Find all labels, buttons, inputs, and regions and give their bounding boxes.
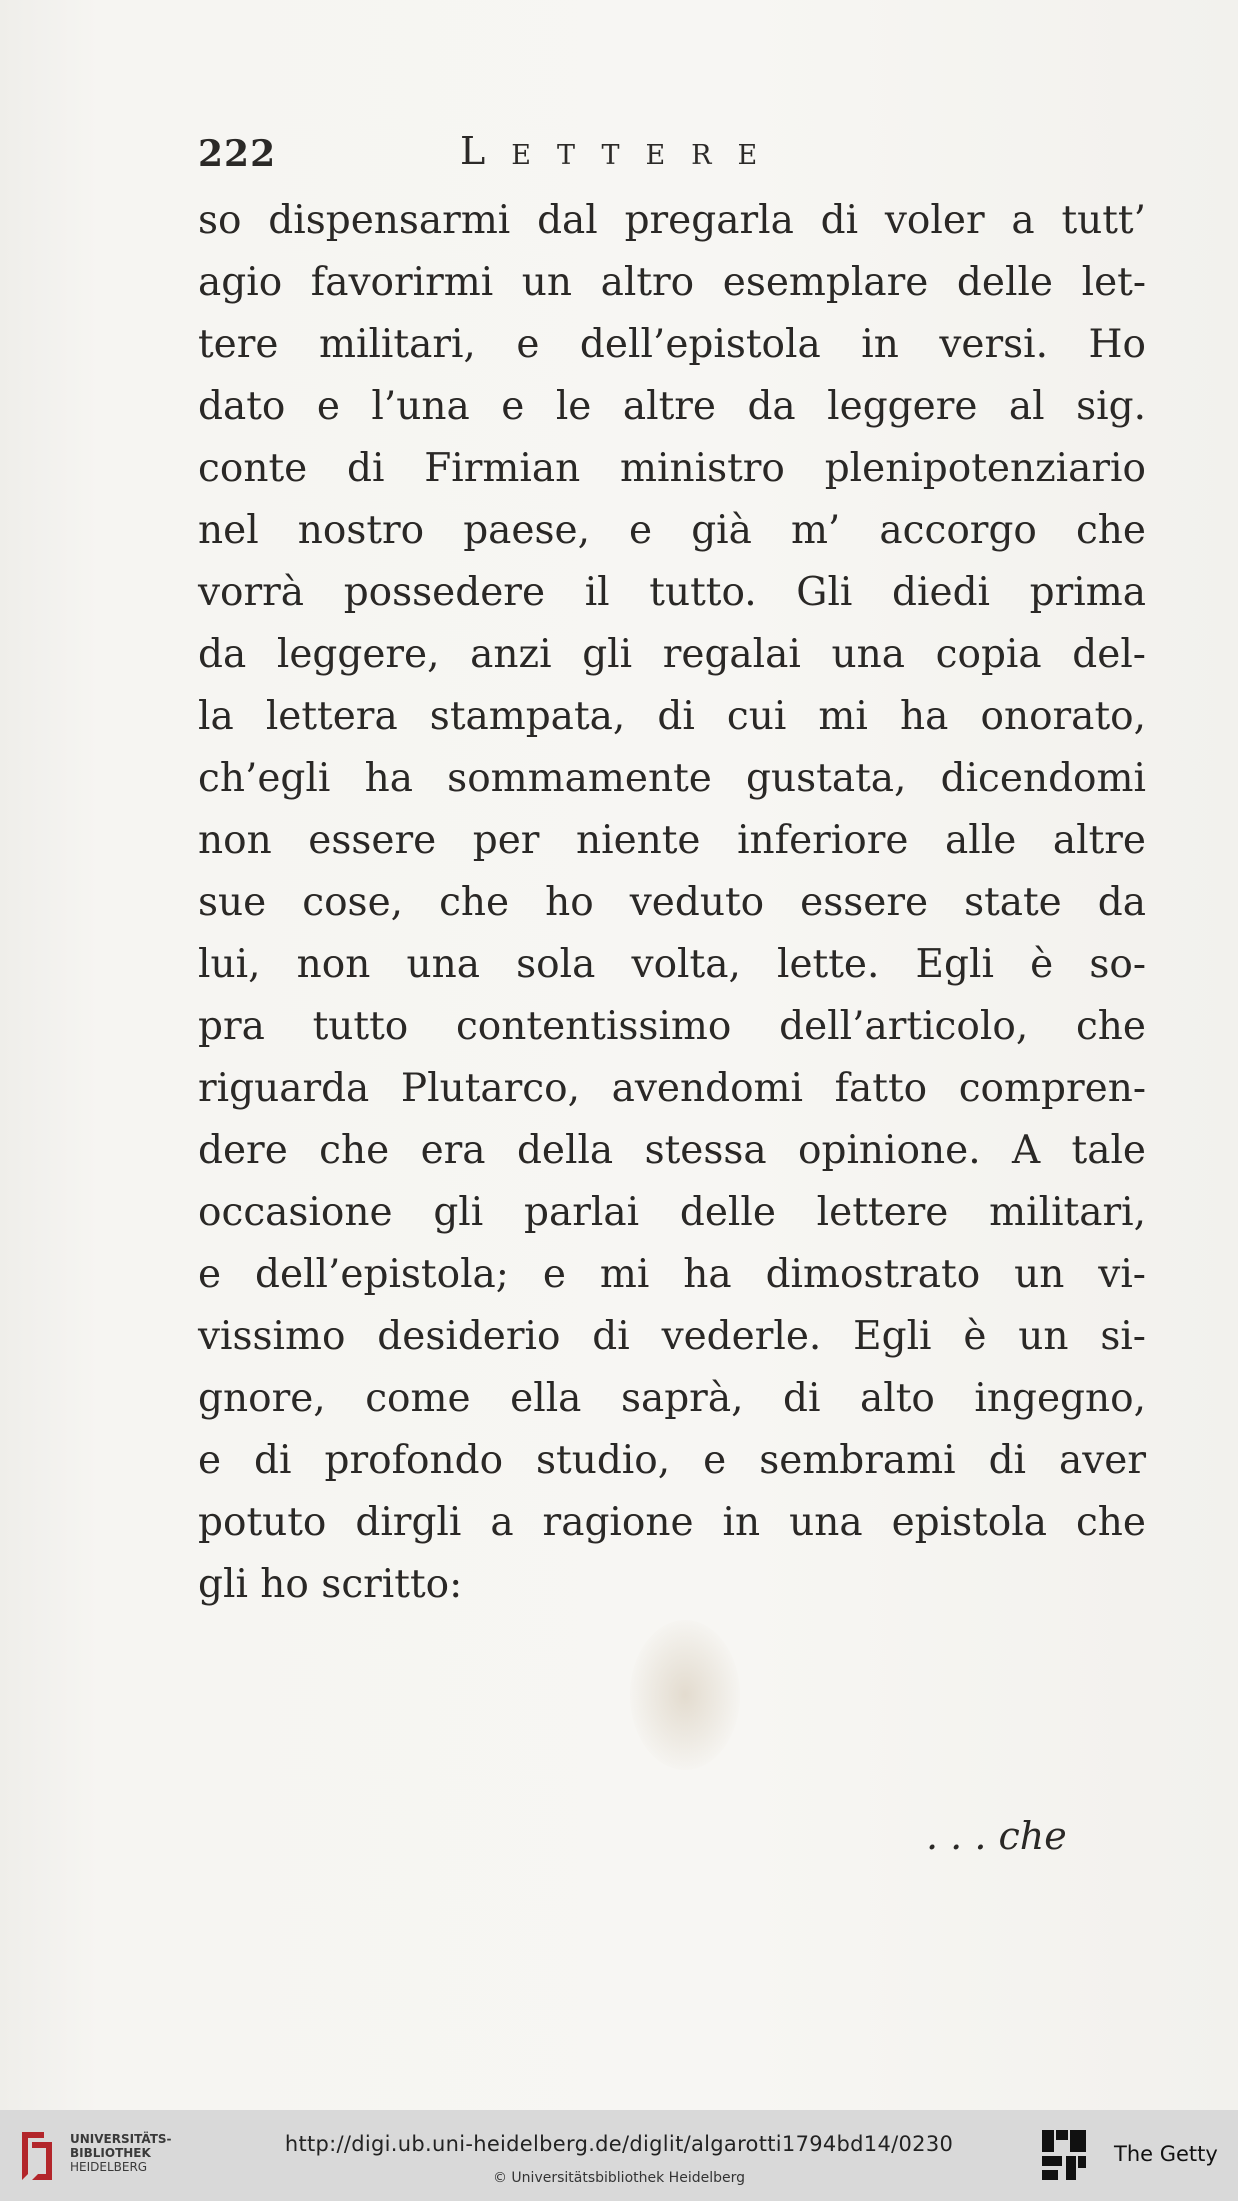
text-line: gnore, come ella saprà, di alto ingegno, bbox=[198, 1376, 1146, 1421]
text-line: tere militari, e dell’epistola in versi. Ho bbox=[198, 322, 1146, 367]
text-line: gli ho scritto: bbox=[198, 1562, 463, 1607]
text-line: conte di Firmian ministro plenipotenziario bbox=[198, 446, 1146, 491]
text-line: agio favorirmi un altro esemplare delle let- bbox=[198, 260, 1146, 305]
permalink-url[interactable]: http://digi.ub.uni-heidelberg.de/diglit/algarotti1794bd14/0230 bbox=[284, 2132, 954, 2156]
text-line: dato e l’una e le altre da leggere al sig. bbox=[198, 384, 1146, 429]
text-line: pra tutto contentissimo dell’articolo, che bbox=[198, 1004, 1146, 1049]
page-number: 222 bbox=[198, 133, 277, 175]
text-line: so dispensarmi dal pregarla di voler a tutt’ bbox=[198, 198, 1146, 243]
catchword: . . . che bbox=[926, 1814, 1067, 1858]
text-line: sue cose, che ho veduto essere state da bbox=[198, 880, 1146, 925]
library-name: UNIVERSITÄTS- BIBLIOTHEK HEIDELBERG bbox=[70, 2132, 172, 2174]
text-line: vorrà possedere il tutto. Gli diedi prima bbox=[198, 570, 1146, 615]
text-line: e dell’epistola; e mi ha dimostrato un vi- bbox=[198, 1252, 1146, 1297]
viewer-footer bbox=[0, 2110, 1238, 2201]
text-line: la lettera stampata, di cui mi ha onorato, bbox=[198, 694, 1146, 739]
text-line: vissimo desiderio di vederle. Egli è un si- bbox=[198, 1314, 1146, 1359]
text-line: occasione gli parlai delle lettere militari, bbox=[198, 1190, 1146, 1235]
getty-logo-icon bbox=[1040, 2128, 1090, 2184]
running-title: Lettere bbox=[460, 129, 784, 173]
text-line: ch’egli ha sommamente gustata, dicendomi bbox=[198, 756, 1146, 801]
text-line: da leggere, anzi gli regalai una copia del- bbox=[198, 632, 1146, 677]
body-text bbox=[198, 190, 1146, 1616]
page-header bbox=[198, 129, 1158, 193]
text-line: non essere per niente inferiore alle altre bbox=[198, 818, 1146, 863]
text-line: e di profondo studio, e sembrami di aver bbox=[198, 1438, 1146, 1483]
paper-stain bbox=[630, 1620, 740, 1770]
text-line: riguarda Plutarco, avendomi fatto compren- bbox=[198, 1066, 1146, 1111]
text-line: potuto dirgli a ragione in una epistola che bbox=[198, 1500, 1146, 1545]
text-line: nel nostro paese, e già m’ accorgo che bbox=[198, 508, 1146, 553]
partner-name: The Getty bbox=[1114, 2142, 1218, 2166]
text-line: dere che era della stessa opinione. A tale bbox=[198, 1128, 1146, 1173]
copyright-notice: © Universitätsbibliothek Heidelberg bbox=[492, 2170, 745, 2186]
text-line: lui, non una sola volta, lette. Egli è so- bbox=[198, 942, 1146, 987]
